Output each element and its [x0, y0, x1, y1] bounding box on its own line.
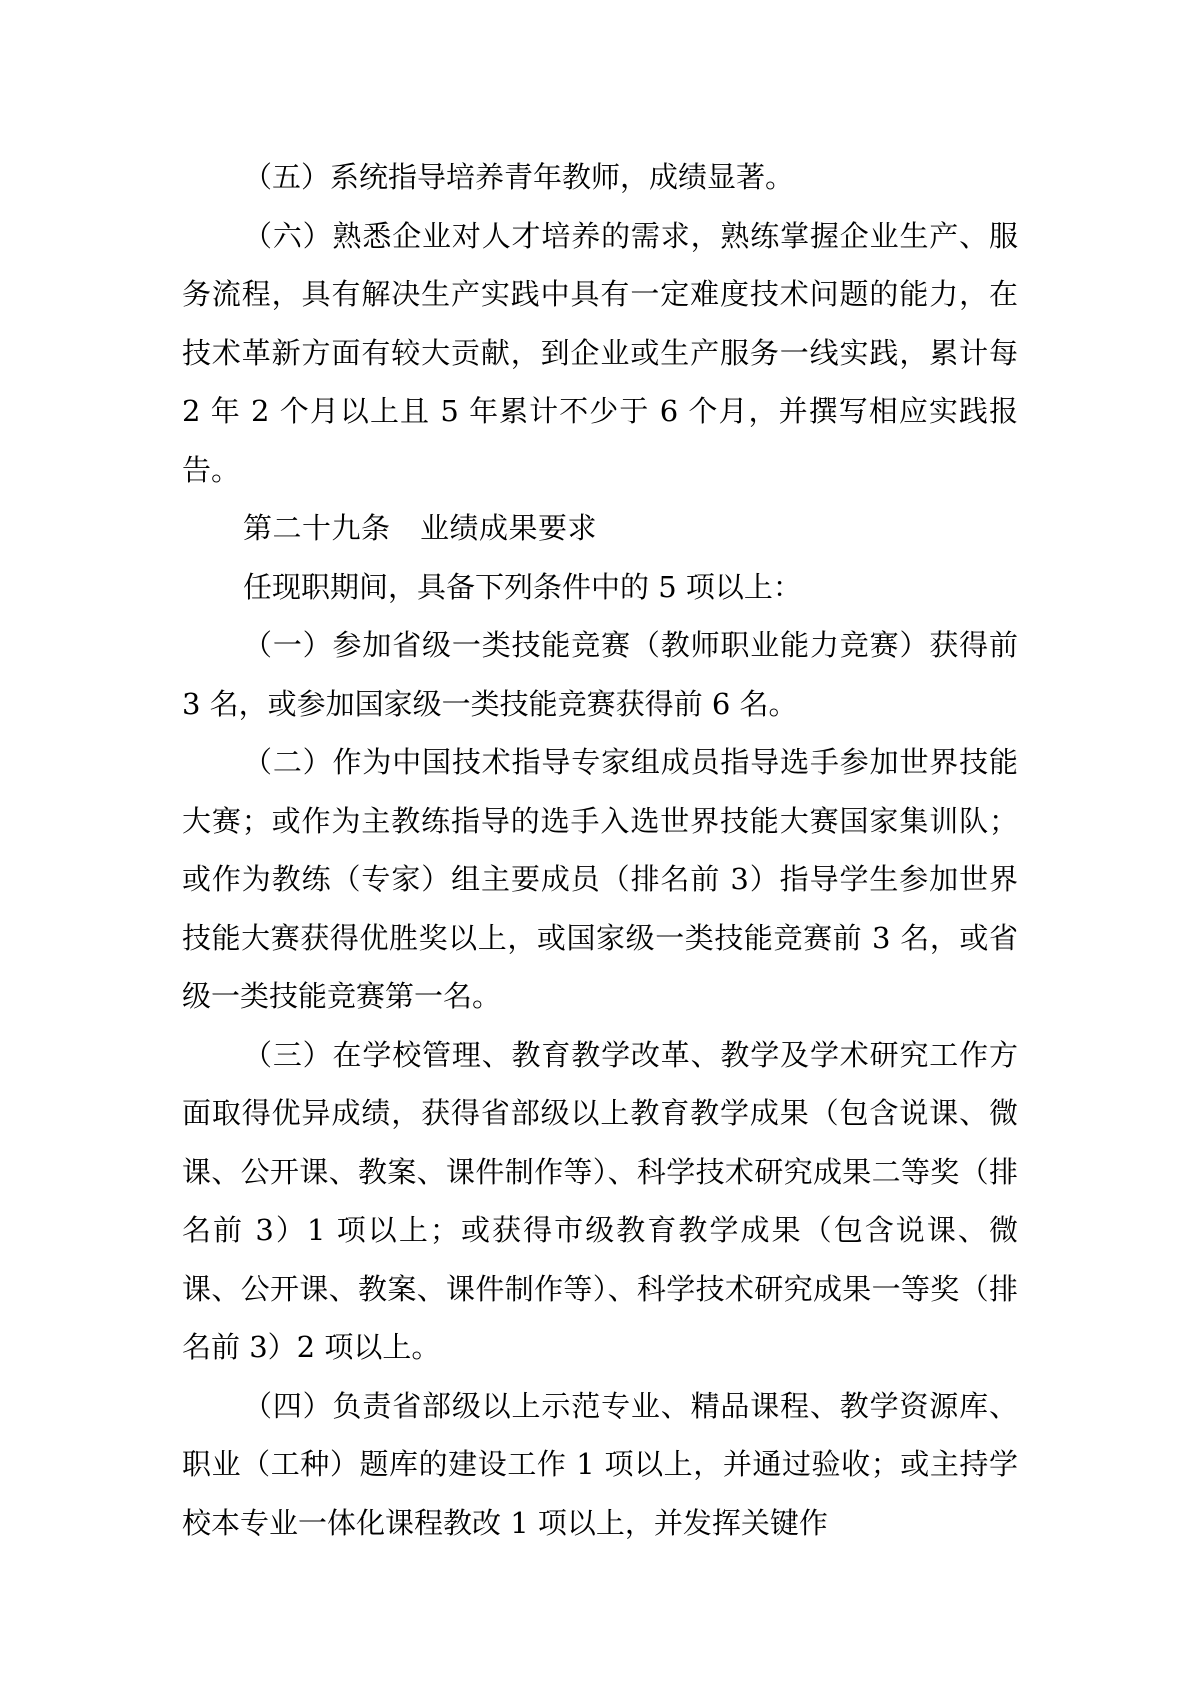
article-29-heading: 第二十九条 业绩成果要求 — [243, 511, 598, 545]
item-four-paragraph: （四）负责省部级以上示范专业、精品课程、教学资源库、职业（工种）题库的建设工作 1 项以上，并通过验收；或主持学校本专业一体化课程教改 1 项以上，并发挥关键作 — [182, 1388, 1018, 1540]
document-body — [182, 148, 1018, 1552]
article-29-intro: 任现职期间，具备下列条件中的 5 项以上： — [243, 569, 802, 604]
item-two-paragraph: （二）作为中国技术指导专家组成员指导选手参加世界技能大赛；或作为主教练指导的选手入选世界技能大赛国家集训队；或作为教练（专家）组主要成员（排名前 3）指导学生参加世界技能大赛获得优胜奖以上，或国家级一类技能竞赛前 3 名，或省级一类技能竞赛第一名。 — [182, 745, 1018, 1013]
item-three-paragraph: （三）在学校管理、教育教学改革、教学及学术研究工作方面取得优异成绩，获得省部级以上教育教学成果（包含说课、微课、公开课、教案、课件制作等）、科学技术研究成果二等奖（排名前 3）1 项以上；或获得市级教育教学成果（包含说课、微课、公开课、教案、课件制作等）、科学技术研究成果一等奖（排名前 3）2 项以上。 — [182, 1037, 1018, 1364]
item-six-paragraph: （六）熟悉企业对人才培养的需求，熟练掌握企业生产、服务流程，具有解决生产实践中具有一定难度技术问题的能力，在技术革新方面有较大贡献，到企业或生产服务一线实践，累计每 2 年 2 个月以上且 5 年累计不少于 6 个月，并撰写相应实践报告。 — [182, 218, 1018, 487]
item-one-paragraph: （一）参加省级一类技能竞赛（教师职业能力竞赛）获得前 3 名，或参加国家级一类技能竞赛获得前 6 名。 — [182, 628, 1018, 721]
item-five-paragraph: （五）系统指导培养青年教师，成绩显著。 — [243, 160, 795, 194]
